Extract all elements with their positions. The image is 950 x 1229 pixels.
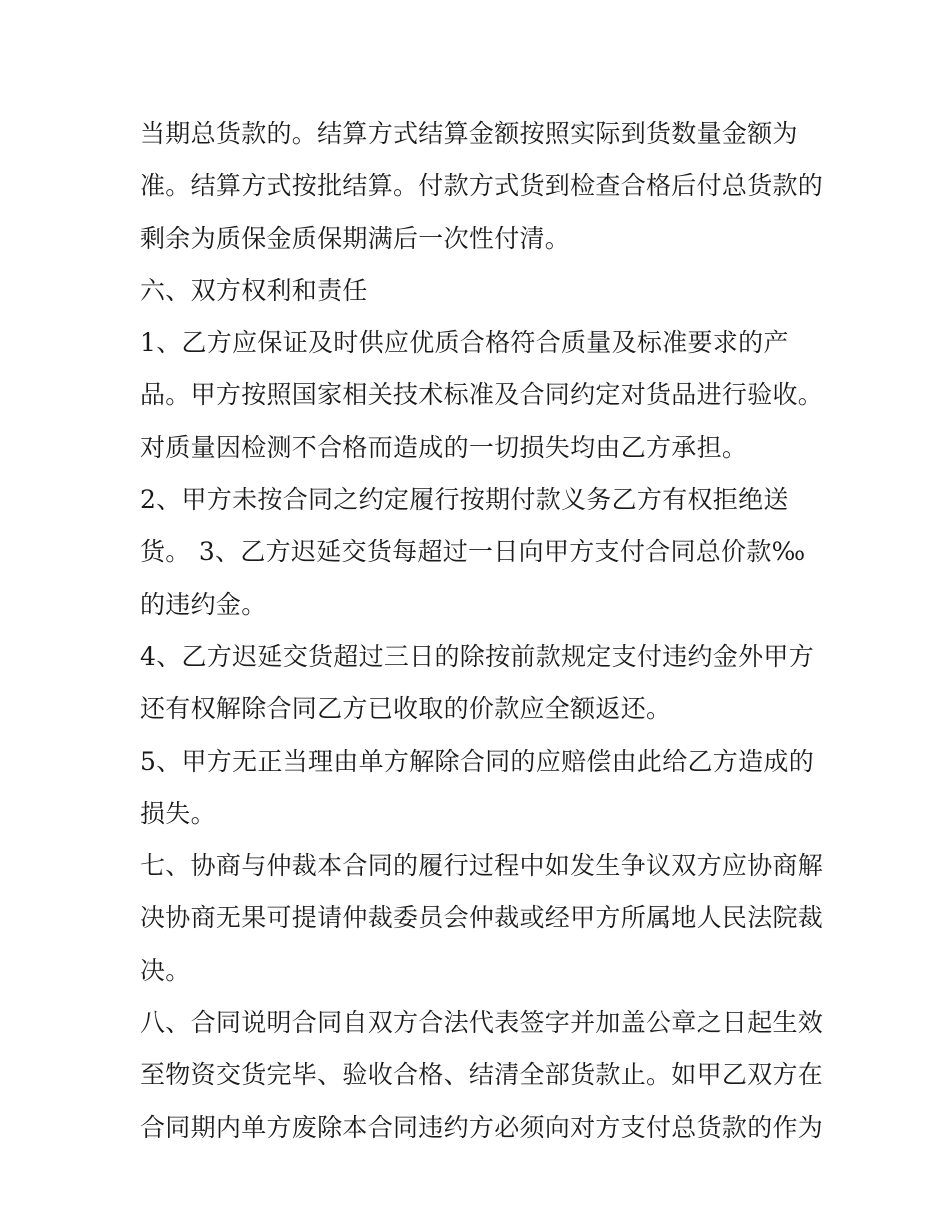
text-line: 货。 3、乙方迟延交货每超过一日向甲方支付合同总价款‰	[140, 537, 806, 567]
text-line: 还有权解除合同乙方已收取的价款应全额返还。	[140, 694, 672, 724]
text-line: 剩余为质保金质保期满后一次性付清。	[140, 223, 571, 253]
text-line: 5、甲方无正当理由单方解除合同的应赔偿由此给乙方造成的	[140, 746, 815, 776]
text-line: 损失。	[140, 798, 216, 828]
document-body	[140, 108, 830, 1154]
text-line: 当期总货款的。结算方式结算金额按照实际到货数量金额为	[140, 119, 798, 148]
section-heading: 八、合同说明合同自双方合法代表签字并加盖公章之日起生效	[140, 1008, 824, 1038]
section-heading: 七、协商与仲裁本合同的履行过程中如发生争议双方应协商解	[140, 851, 824, 881]
text-line: 合同期内单方废除本合同违约方必须向对方支付总货款的作为	[140, 1112, 824, 1142]
text-line: 2、甲方未按合同之约定履行按期付款义务乙方有权拒绝送	[140, 485, 789, 515]
text-line: 决。	[140, 955, 191, 985]
text-line: 决协商无果可提请仲裁委员会仲裁或经甲方所属地人民法院裁	[140, 903, 824, 933]
section-heading: 六、双方权利和责任	[140, 275, 368, 305]
text-line: 的违约金。	[140, 589, 267, 619]
text-line: 至物资交货完毕、验收合格、结清全部货款止。如甲乙双方在	[140, 1060, 824, 1090]
text-line: 对质量因检测不合格而造成的一切损失均由乙方承担。	[140, 432, 748, 462]
text-line: 4、乙方迟延交货超过三日的除按前款规定支付违约金外甲方	[140, 641, 815, 671]
text-line: 品。甲方按照国家相关技术标准及合同约定对货品进行验收。	[140, 380, 824, 410]
text-line: 1、乙方应保证及时供应优质合格符合质量及标准要求的产	[140, 328, 789, 358]
text-line: 准。结算方式按批结算。付款方式货到检查合格后付总货款的	[140, 171, 824, 201]
